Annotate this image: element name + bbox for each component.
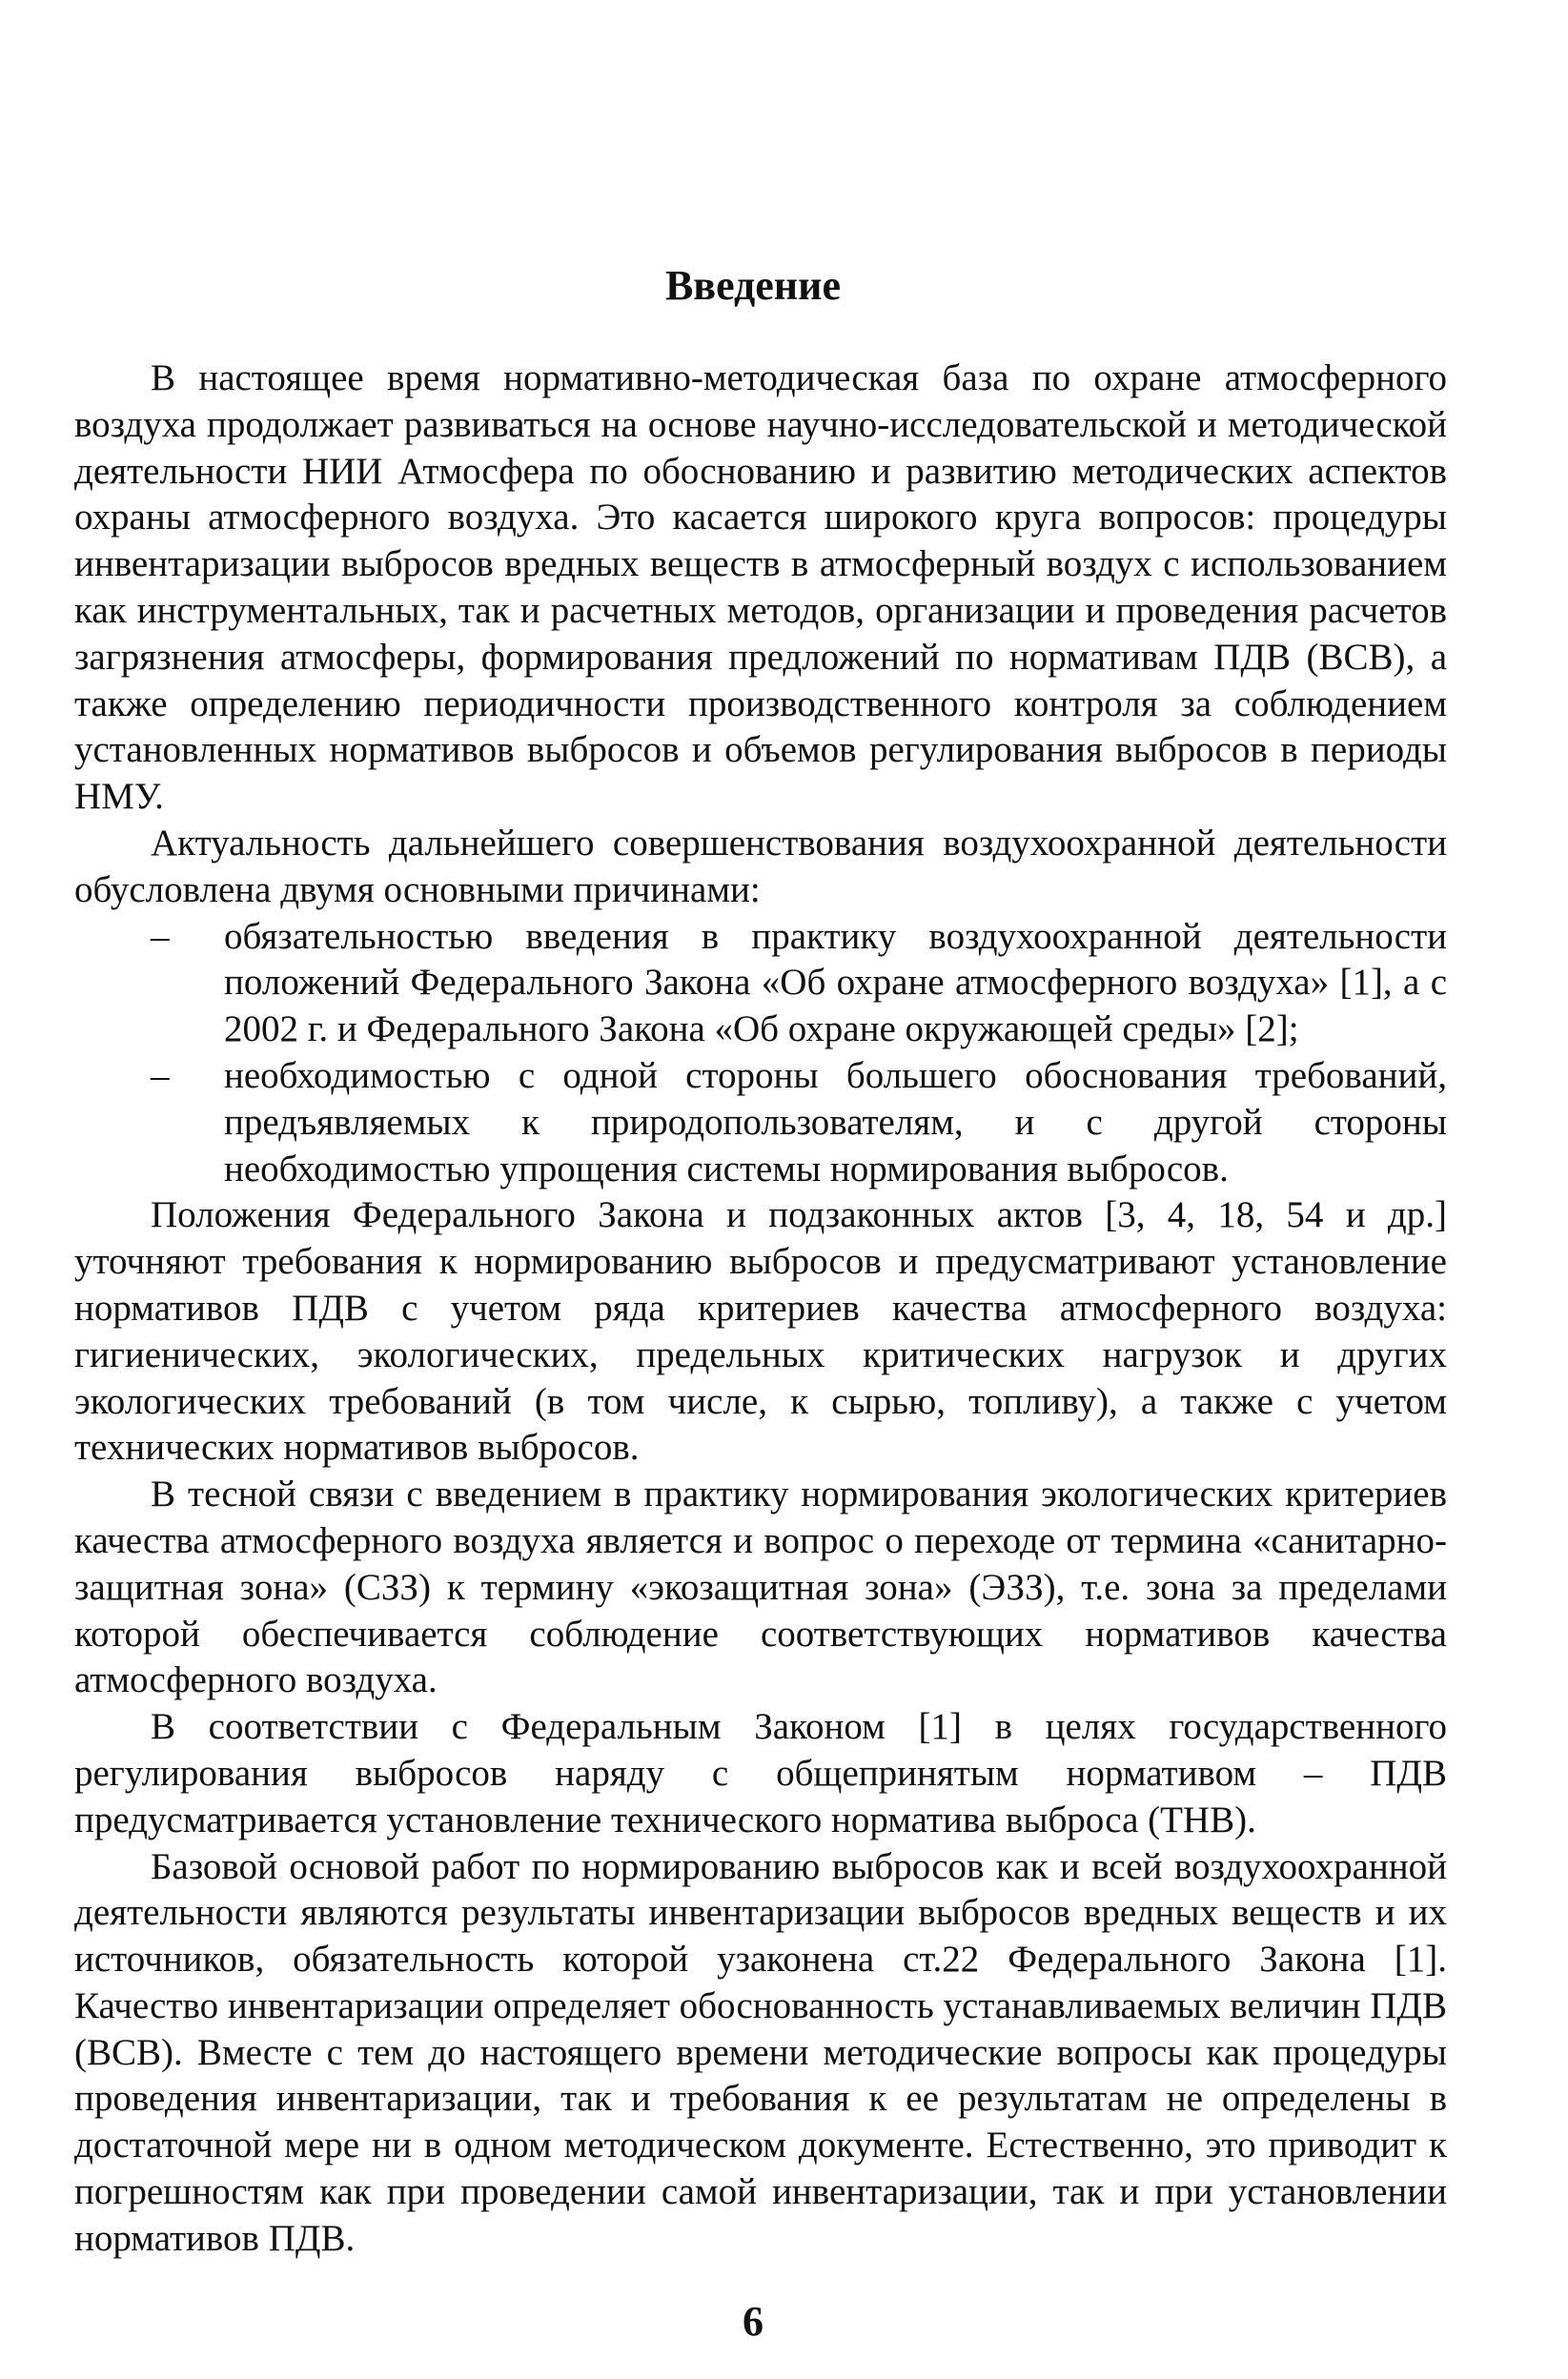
list-item	[74, 1053, 1447, 1192]
page-number: 6	[743, 2298, 764, 2345]
list-item	[74, 914, 1447, 1053]
paragraph: Актуальность дальнейшего совершенствования воздухоохранной деятельности обусловлена двумя основными причинами:	[74, 822, 1447, 910]
dash-marker: –	[151, 915, 170, 957]
list-item-text: обязательностью введения в практику воздухоохранной деятельности положений Федерального Закона «Об охране атмосферного воздуха» [1], а с 2002 г. и Федерального Закона «Об охране окружающей среды» [2];	[224, 915, 1447, 1050]
list-item-text: необходимостью с одной стороны большего обоснования требований, предъявляемых к природопользователям, и с другой стороны необходимостью упрощения системы нормирования выбросов.	[224, 1054, 1447, 1190]
paragraph: В тесной связи с введением в практику нормирования экологических критериев качества атмосферного воздуха является и вопрос о переходе от термина «санитарно-защитная зона» (СЗЗ) к термину «экозащитная зона» (ЭЗЗ), т.е. зона за пределами которой обеспечивается соблюдение соответствующих нормативов качества атмосферного воздуха.	[74, 1474, 1447, 1701]
dash-list	[74, 914, 1447, 1193]
paragraph: Базовой основой работ по нормированию выбросов как и всей воздухоохранной деятельности являются результаты инвентаризации выбросов вредных веществ и их источников, обязательность которой узаконена ст.22 Федерального Закона [1]. Качество инвентаризации определяет обоснованность устанавливаемых величин ПДВ (ВСВ). Вместе с тем до настоящего времени методические вопросы как процедуры проведения инвентаризации, так и требования к ее результатам не определены в достаточной мере ни в одном методическом документе. Естественно, это приводит к погрешностям как при проведении самой инвентаризации, так и при установлении нормативов ПДВ.	[74, 1845, 1447, 2259]
paragraph: В соответствии с Федеральным Законом [1] в целях государственного регулирования выбросов наряду с общепринятым нормативом – ПДВ предусматривается установление технического норматива выброса (ТНВ).	[74, 1706, 1447, 1840]
dash-marker: –	[151, 1054, 170, 1096]
paragraph: Положения Федерального Закона и подзаконных актов [3, 4, 18, 54 и др.] уточняют требования к нормированию выбросов и предусматривают установление нормативов ПДВ с учетом ряда критериев качества атмосферного воздуха: гигиенических, экологических, предельных критических нагрузок и других экологических требований (в том числе, к сырью, топливу), а также с учетом технических нормативов выбросов.	[74, 1194, 1447, 1469]
body-text	[74, 356, 1447, 2263]
paragraph: В настоящее время нормативно-методическая база по охране атмосферного воздуха продолжает развиваться на основе научно-исследовательской и методической деятельности НИИ Атмосфера по обоснованию и развитию методических аспектов охраны атмосферного воздуха. Это касается широкого круга вопросов: процедуры инвентаризации выбросов вредных веществ в атмосферный воздух с использованием как инструментальных, так и расчетных методов, организации и проведения расчетов загрязнения атмосферы, формирования предложений по нормативам ПДВ (ВСВ), а также определению периодичности производственного контроля за соблюдением установленных нормативов выбросов и объемов регулирования выбросов в периоды НМУ.	[74, 357, 1447, 818]
section-title: Введение	[664, 262, 842, 309]
